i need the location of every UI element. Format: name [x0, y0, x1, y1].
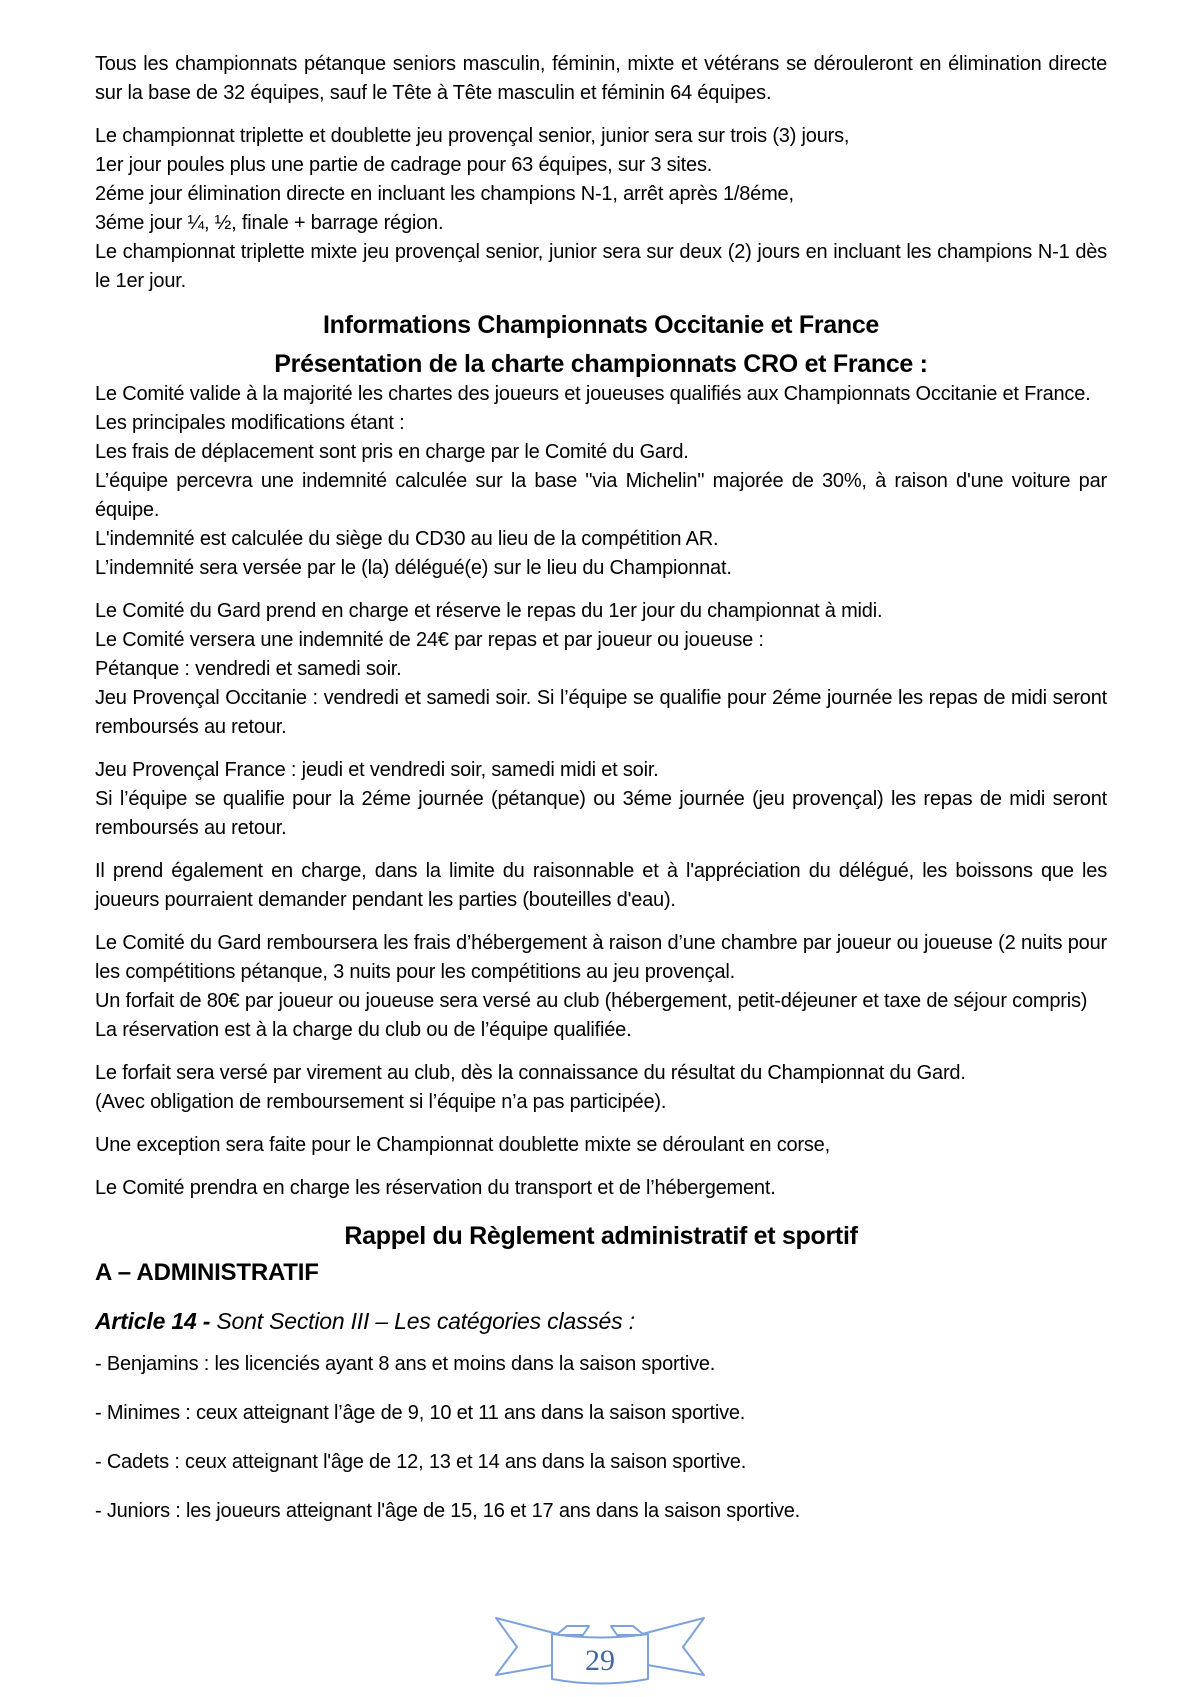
repas-line: Le Comité du Gard prend en charge et réserve le repas du 1er jour du championnat à midi. [95, 600, 883, 622]
repas-paragraph [95, 597, 1107, 742]
article-14-heading [95, 1306, 1107, 1336]
jp-france-paragraph [95, 756, 1107, 843]
jp-france-line: Jeu Provençal France : jeudi et vendredi soir, samedi midi et soir. [95, 759, 659, 781]
schedule-line: 1er jour poules plus une partie de cadrage pour 63 équipes, sur 3 sites. [95, 154, 713, 176]
repas-line: Jeu Provençal Occitanie : vendredi et samedi soir. Si l’équipe se qualifie pour 2éme journée les repas de midi seront remboursés au retour. [95, 687, 1107, 738]
transport-paragraph: Le Comité prendra en charge les réservation du transport et de l’hébergement. [95, 1177, 776, 1199]
forfait-line: Le forfait sera versé par virement au club, dès la connaissance du résultat du Championnat du Gard. [95, 1062, 966, 1084]
charte-line: L’indemnité sera versée par le (la) délégué(e) sur le lieu du Championnat. [95, 557, 732, 579]
hebergement-line: Un forfait de 80€ par joueur ou joueuse sera versé au club (hébergement, petit-déjeuner et taxe de séjour compris) [95, 990, 1088, 1012]
article-14-label: Article 14 - [95, 1308, 217, 1334]
schedule-line: Le championnat triplette mixte jeu provençal senior, junior sera sur deux (2) jours en incluant les champions N-1 dès le 1er jour. [95, 241, 1107, 292]
category-item: - Benjamins : les licenciés ayant 8 ans et moins dans la saison sportive. [95, 1353, 716, 1375]
repas-line: Le Comité versera une indemnité de 24€ par repas et par joueur ou joueuse : [95, 629, 764, 651]
hebergement-line: La réservation est à la charge du club ou de l’équipe qualifiée. [95, 1019, 632, 1041]
forfait-line: (Avec obligation de remboursement si l’équipe n’a pas participée). [95, 1091, 667, 1113]
category-item: - Juniors : les joueurs atteignant l'âge de 15, 16 et 17 ans dans la saison sportive. [95, 1500, 801, 1522]
heading-informations: Informations Championnats Occitanie et France [322, 311, 880, 339]
charte-line: Les frais de déplacement sont pris en charge par le Comité du Gard. [95, 441, 689, 463]
jp-france-line: Si l’équipe se qualifie pour la 2éme journée (pétanque) ou 3éme journée (jeu provençal) les repas de midi seront remboursés au retour. [95, 788, 1107, 839]
charte-line: L'indemnité est calculée du siège du CD30 au lieu de la compétition AR. [95, 528, 719, 550]
heading-administratif: A – ADMINISTRATIF [95, 1259, 319, 1286]
charte-paragraph [95, 380, 1107, 583]
categories-list [95, 1350, 1107, 1526]
forfait-paragraph [95, 1059, 1107, 1117]
intro-paragraph: Tous les championnats pétanque seniors masculin, féminin, mixte et vétérans se dérouleront en élimination directe sur la base de 32 équipes, sauf le Tête à Tête masculin et féminin 64 équipes. [95, 53, 1107, 104]
ribbon-left-fold [556, 1626, 589, 1635]
page-number: 29 [585, 1644, 615, 1677]
charte-line: L’équipe percevra une indemnité calculée sur la base "via Michelin" majorée de 30%, à raison d'une voiture par équipe. [95, 470, 1107, 521]
heading-rappel: Rappel du Règlement administratif et sportif [344, 1222, 858, 1250]
exception-paragraph: Une exception sera faite pour le Championnat doublette mixte se déroulant en corse, [95, 1134, 830, 1156]
schedule-line: 3éme jour ¼, ½, finale + barrage région. [95, 212, 444, 234]
ribbon-banner-graphic [490, 1608, 710, 1692]
schedule-line: Le championnat triplette et doublette jeu provençal senior, junior sera sur trois (3) jours, [95, 125, 850, 147]
boissons-paragraph: Il prend également en charge, dans la limite du raisonnable et à l'appréciation du délégué, les boissons que les joueurs pourraient demander pendant les parties (bouteilles d'eau). [95, 860, 1107, 911]
schedule-paragraph [95, 122, 1107, 296]
hebergement-paragraph [95, 929, 1107, 1045]
page-footer-ribbon [490, 1608, 710, 1697]
ribbon-right-tail [642, 1618, 704, 1675]
category-item: - Minimes : ceux atteignant l’âge de 9, 10 et 11 ans dans la saison sportive. [95, 1402, 746, 1424]
schedule-line: 2éme jour élimination directe en incluant les champions N-1, arrêt après 1/8éme, [95, 183, 794, 205]
article-14-title: Sont Section III – Les catégories classés : [216, 1308, 635, 1334]
charte-line: Les principales modifications étant : [95, 412, 405, 434]
category-item: - Cadets : ceux atteignant l'âge de 12, 13 et 14 ans dans la saison sportive. [95, 1451, 747, 1473]
charte-line: Le Comité valide à la majorité les chartes des joueurs et joueuses qualifiés aux Championnats Occitanie et France. [95, 383, 1091, 405]
repas-line: Pétanque : vendredi et samedi soir. [95, 658, 402, 680]
ribbon-right-fold [611, 1626, 644, 1635]
heading-charte: Présentation de la charte championnats CRO et France : [274, 350, 928, 378]
ribbon-left-tail [496, 1618, 558, 1675]
page-content [95, 50, 1107, 1526]
hebergement-line: Le Comité du Gard remboursera les frais d’hébergement à raison d’une chambre par joueur ou joueuse (2 nuits pour les compétitions pétanque, 3 nuits pour les compétitions au jeu provençal. [95, 932, 1107, 983]
